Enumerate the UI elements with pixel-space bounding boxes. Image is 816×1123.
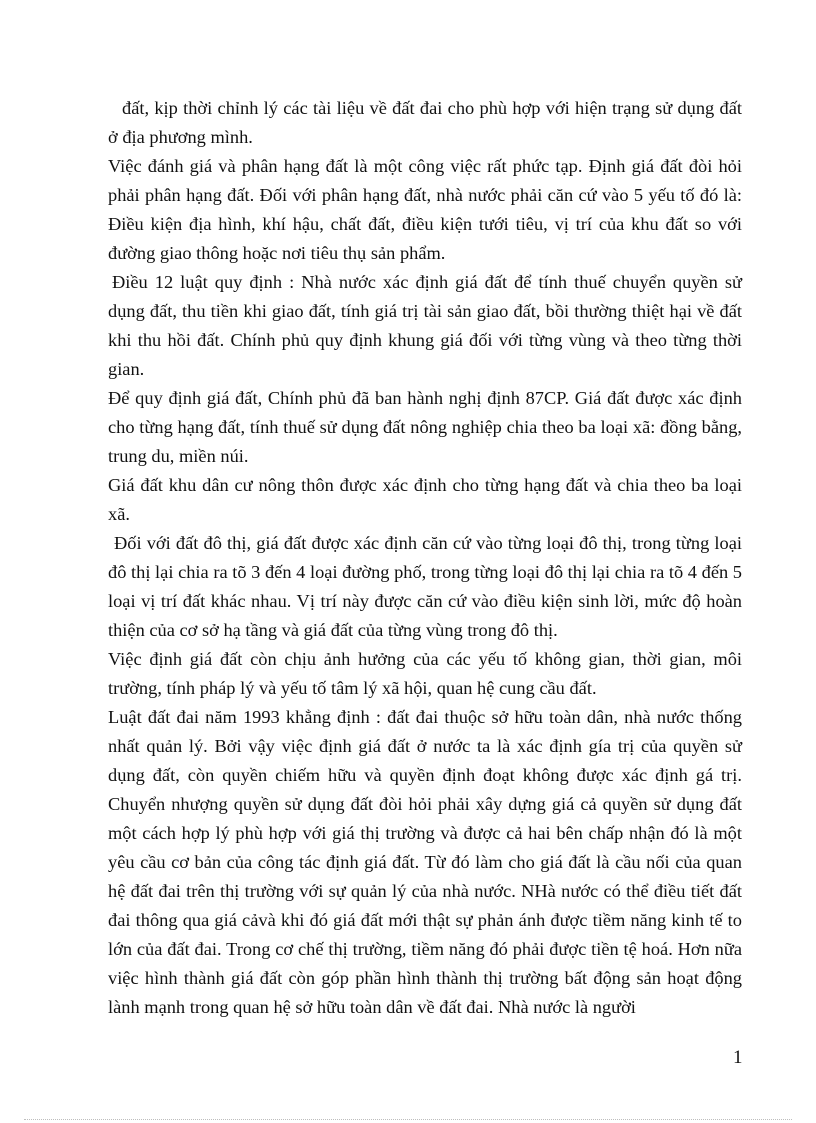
paragraph: Để quy định giá đất, Chính phủ đã ban hành nghị định 87CP. Giá đất được xác định cho từng hạng đất, tính thuế sử dụng đất nông nghiệp chia theo ba loại xã: đồng bằng, trung du, miền núi. [108, 388, 742, 466]
paragraph: Điều 12 luật quy định : Nhà nước xác định giá đất để tính thuế chuyển quyền sử dụng đất, thu tiền khi giao đất, tính giá trị tài sản giao đất, bồi thường thiệt hại về đất khi thu hồi đất. Chính phủ quy định khung giá đối với từng vùng và theo từng thời gian. [108, 272, 742, 379]
paragraph: đất, kịp thời chỉnh lý các tài liệu về đất đai cho phù hợp với hiện trạng sử dụng đất ở địa phương mình. [108, 98, 742, 147]
page-number: 1 [733, 1047, 743, 1068]
paragraph: Giá đất khu dân cư nông thôn được xác định cho từng hạng đất và chia theo ba loại xã. [108, 475, 742, 524]
footer-divider [24, 1119, 792, 1120]
paragraph: Việc đánh giá và phân hạng đất là một công việc rất phức tạp. Định giá đất đòi hỏi phải phân hạng đất. Đối với phân hạng đất, nhà nước phải căn cứ vào 5 yếu tố đó là: Điều kiện địa hình, khí hậu, chất đất, điều kiện tưới tiêu, vị trí của khu đất so với đường giao thông hoặc nơi tiêu thụ sản phẩm. [108, 156, 742, 263]
document-body [108, 94, 742, 1022]
paragraph: Luật đất đai năm 1993 khẳng định : đất đai thuộc sở hữu toàn dân, nhà nước thống nhất quản lý. Bởi vậy việc định giá đất ở nước ta là xác định gía trị của quyền sử dụng đất, còn quyền chiếm hữu và quyền định đoạt không được xác định gá trị. Chuyển nhượng quyền sử dụng đất đòi hỏi phải xây dựng giá cả quyền sử dụng đất một cách hợp lý phù hợp với giá thị trường và được cả hai bên chấp nhận đó là một yêu cầu cơ bản của công tác định giá đất. Từ đó làm cho giá đất là cầu nối của quan hệ đất đai trên thị trường với sự quản lý của nhà nước. NHà nước có thể điều tiết đất đai thông qua giá cảvà khi đó giá đất mới thật sự phản ánh được tiềm năng kinh tế to lớn của đất đai. Trong cơ chế thị trường, tiềm năng đó phải được tiền tệ hoá. Hơn nữa việc hình thành giá đất còn góp phần hình thành thị trường bất động sản hoạt động lành mạnh trong quan hệ sở hữu toàn dân về đất đai. Nhà nước là người [108, 707, 742, 1017]
paragraph: Đối với đất đô thị, giá đất được xác định căn cứ vào từng loại đô thị, trong từng loại đô thị lại chia ra tõ 3 đến 4 loại đường phố, trong từng loại đô thị lại chia ra tõ 4 đến 5 loại vị trí đất khác nhau. Vị trí này được căn cứ vào điều kiện sinh lời, mức độ hoàn thiện của cơ sở hạ tầng và giá đất của từng vùng trong đô thị. [108, 533, 742, 640]
paragraph: Việc định giá đất còn chịu ảnh hưởng của các yếu tố không gian, thời gian, môi trường, tính pháp lý và yếu tố tâm lý xã hội, quan hệ cung cầu đất. [108, 649, 742, 698]
